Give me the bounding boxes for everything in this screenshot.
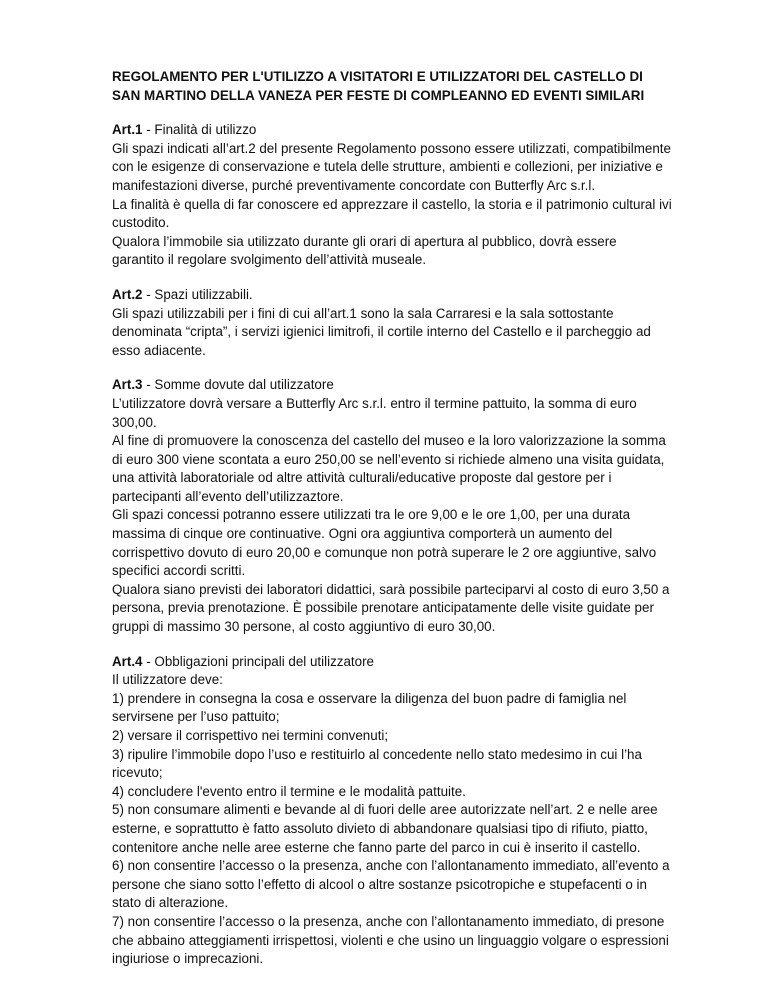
article-3	[112, 376, 672, 636]
article-number: Art.4	[112, 653, 143, 669]
article-title: - Obbligazioni principali del utilizzatore	[142, 653, 374, 669]
list-item: 5) non consumare alimenti e bevande al di fuori delle aree autorizzate nell’art. 2 e nelle aree esterne, e soprattutto è fatto assoluto divieto di abbandonare qualsiasi tipo di rifiuto, piatto, contenitore anche nelle aree esterne che fanno parte del parco in cui è inserito il castello.	[112, 802, 658, 855]
paragraph: Gli spazi utilizzabili per i fini di cui all’art.1 sono la sala Carraresi e la sala sottostante denominata “cripta”, i servizi igienici limitrofi, il cortile interno del Castello e il parcheggio ad esso adiacente.	[112, 305, 651, 358]
article-heading	[112, 653, 672, 672]
article-title: - Spazi utilizzabili.	[142, 286, 253, 302]
article-heading	[112, 376, 672, 395]
paragraph: L’utilizzatore dovrà versare a Butterfly Arc s.r.l. entro il termine pattuito, la somma di euro 300,00.	[112, 395, 637, 430]
document-title: REGOLAMENTO PER L'UTILIZZO A VISITATORI E UTILIZZATORI DEL CASTELLO DI SAN MARTINO DELLA VANEZA PER FESTE DI COMPLEANNO ED EVENTI SIMILARI	[112, 69, 645, 103]
article-1	[112, 121, 672, 270]
article-title: - Finalità di utilizzo	[142, 122, 257, 138]
list-item: 4) concludere l'evento entro il termine e le modalità pattuite.	[112, 783, 466, 799]
article-number: Art.1	[112, 122, 143, 138]
article-4	[112, 653, 672, 969]
document-page	[112, 68, 672, 985]
paragraph: Qualora siano previsti dei laboratori didattici, sarà possibile parteciparvi al costo di euro 3,50 a persona, previa prenotazione. È possibile prenotare anticipatamente delle visite guidate per gruppi di massimo 30 persone, al costo aggiuntivo di euro 30,00.	[112, 581, 670, 635]
article-heading	[112, 286, 672, 305]
paragraph: Qualora l’immobile sia utilizzato durante gli orari di apertura al pubblico, dovrà essere garantito il regolare svolgimento dell’attività museale.	[112, 233, 617, 268]
article-number: Art.3	[112, 377, 143, 393]
list-item: 1) prendere in consegna la cosa e osservare la diligenza del buon padre di famiglia nel servirsene per l’uso pattuito;	[112, 690, 627, 725]
paragraph: Il utilizzatore deve:	[112, 672, 223, 688]
paragraph: La finalità è quella di far conoscere ed apprezzare il castello, la storia e il patrimonio cultural ivi custodito.	[112, 196, 672, 231]
paragraph: Al fine di promuovere la conoscenza del castello del museo e la loro valorizzazione la somma di euro 300 viene scontata a euro 250,00 se nell’evento si richiede almeno una visita guidata, una attività laboratoriale od altre attività culturali/educative proposte dal gestore per i partecipanti all’evento dell’utilizzaztore.	[112, 433, 666, 504]
list-item: 2) versare il corrispettivo nei termini convenuti;	[112, 728, 389, 743]
paragraph: Gli spazi indicati all’art.2 del presente Regolamento possono essere utilizzati, compatibilmente con le esigenze di conservazione e tutela delle strutture, ambienti e collezioni, per iniziative e manifestazioni diverse, purché preventivamente concordate con Butterfly Arc s.r.l.	[112, 140, 671, 193]
article-heading	[112, 121, 672, 140]
paragraph: Gli spazi concessi potranno essere utilizzati tra le ore 9,00 e le ore 1,00, per una durata massima di cinque ore continuative. Ogni ora aggiuntiva comporterà un aumento del corrispettivo dovuto di euro 20,00 e comunque non potrà superare le 2 ore aggiuntive, salvo specifici accordi scritti.	[112, 507, 657, 579]
list-item: 6) non consentire l’accesso o la presenza, anche con l’allontanamento immediato, all’evento a persone che siano sotto l’effetto di alcool o altre sostanze psicotropiche e stupefacenti o in stato di alterazione.	[112, 858, 670, 911]
list-item: 7) non consentire l’accesso o la presenza, anche con l’allontanamento immediato, di presone che abbaino atteggiamenti irrispettosi, violenti e che usino un linguaggio volgare o espressioni ingiuriose o imprecazioni.	[112, 913, 669, 967]
article-2	[112, 286, 672, 360]
list-item: 3) ripulire l’immobile dopo l’uso e restituirlo al concedente nello stato medesimo in cui l’ha ricevuto;	[112, 746, 642, 781]
article-title: - Somme dovute dal utilizzatore	[142, 377, 334, 393]
article-number: Art.2	[112, 286, 143, 302]
